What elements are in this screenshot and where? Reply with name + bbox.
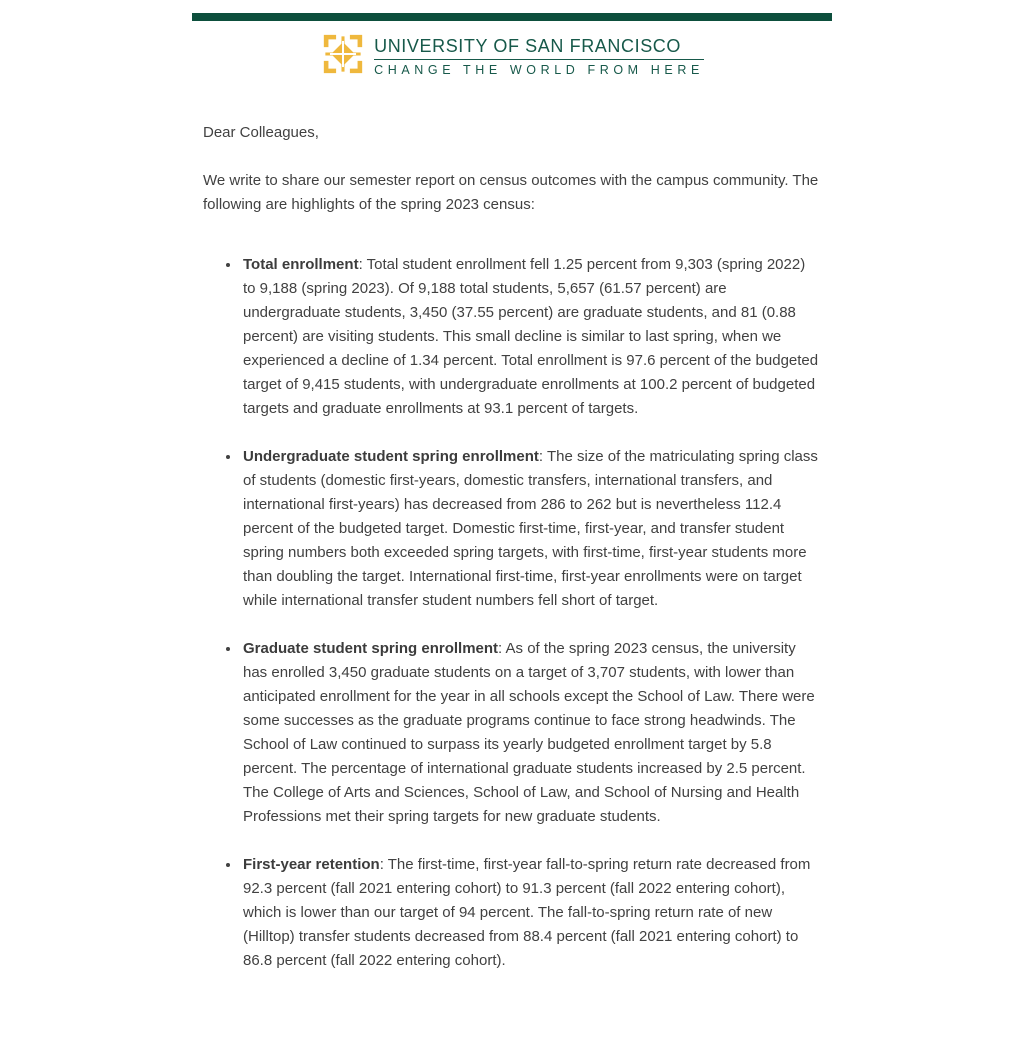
letter-content [192, 121, 832, 973]
usf-logo [192, 30, 832, 82]
bullet-text: : Total student enrollment fell 1.25 percent from 9,303 (spring 2022) to 9,188 (spring 2023). Of 9,188 total students, 5,657 (61.57 percent) are undergraduate students, 3,450 (37.55 percent) are graduate students, and 81 (0.88 percent) are visiting students. This small decline is similar to last spring, when we experienced a decline of 1.34 percent. Total enrollment is 97.6 percent of the budgeted target of 9,415 students, with undergraduate enrollments at 100.2 percent of budgeted targets and graduate enrollments at 93.1 percent of targets. [243, 256, 819, 417]
logo-divider [374, 59, 704, 60]
usf-wordmark [374, 36, 704, 77]
usf-compass-icon [320, 31, 366, 82]
intro-paragraph: We write to share our semester report on census outcomes with the campus community. The following are highlights of the spring 2023 census: [203, 172, 819, 213]
bullet-label: Undergraduate student spring enrollment [243, 448, 539, 465]
bullet-label: Total enrollment [243, 256, 359, 273]
university-name: UNIVERSITY OF SAN FRANCISCO [374, 35, 682, 56]
salutation: Dear Colleagues, [203, 124, 319, 141]
bullet-label: Graduate student spring enrollment [243, 640, 499, 657]
list-item-graduate-spring-enrollment [241, 637, 821, 829]
logo-tagline: CHANGE THE WORLD FROM HERE [374, 62, 704, 77]
top-accent-bar [192, 13, 832, 21]
email-body [192, 13, 832, 973]
bullet-text: : The first-time, first-year fall-to-spring return rate decreased from 92.3 percent (fall 2021 entering cohort) to 91.3 percent (fall 2022 entering cohort), which is lower than our target of 94 percent. The fall-to-spring return rate of new (Hilltop) transfer students decreased from 88.4 percent (fall 2021 entering cohort) to 86.8 percent (fall 2022 entering cohort). [243, 856, 811, 969]
list-item-first-year-retention [241, 853, 821, 973]
census-highlights-list [203, 253, 821, 973]
bullet-text: : As of the spring 2023 census, the university has enrolled 3,450 graduate students on a target of 3,707 students, with lower than anticipated enrollment for the year in all schools except the School of Law. There were some successes as the graduate programs continue to face strong headwinds. The School of Law continued to surpass its yearly budgeted enrollment target by 5.8 percent. The percentage of international graduate students increased by 2.5 percent. The College of Arts and Sciences, School of Law, and School of Nursing and Health Professions met their spring targets for new graduate students. [243, 640, 815, 825]
bullet-label: First-year retention [243, 856, 380, 873]
list-item-undergraduate-spring-enrollment [241, 445, 821, 613]
bullet-text: : The size of the matriculating spring class of students (domestic first-years, domestic transfers, international transfers, and international first-years) has decreased from 286 to 262 but is nevertheless 112.4 percent of the budgeted target. Domestic first-time, first-year, and transfer student spring numbers both exceeded spring targets, with first-time, first-year students more than doubling the target. International first-time, first-year enrollments were on target while international transfer student numbers fell short of target. [243, 448, 818, 609]
list-item-total-enrollment [241, 253, 821, 421]
